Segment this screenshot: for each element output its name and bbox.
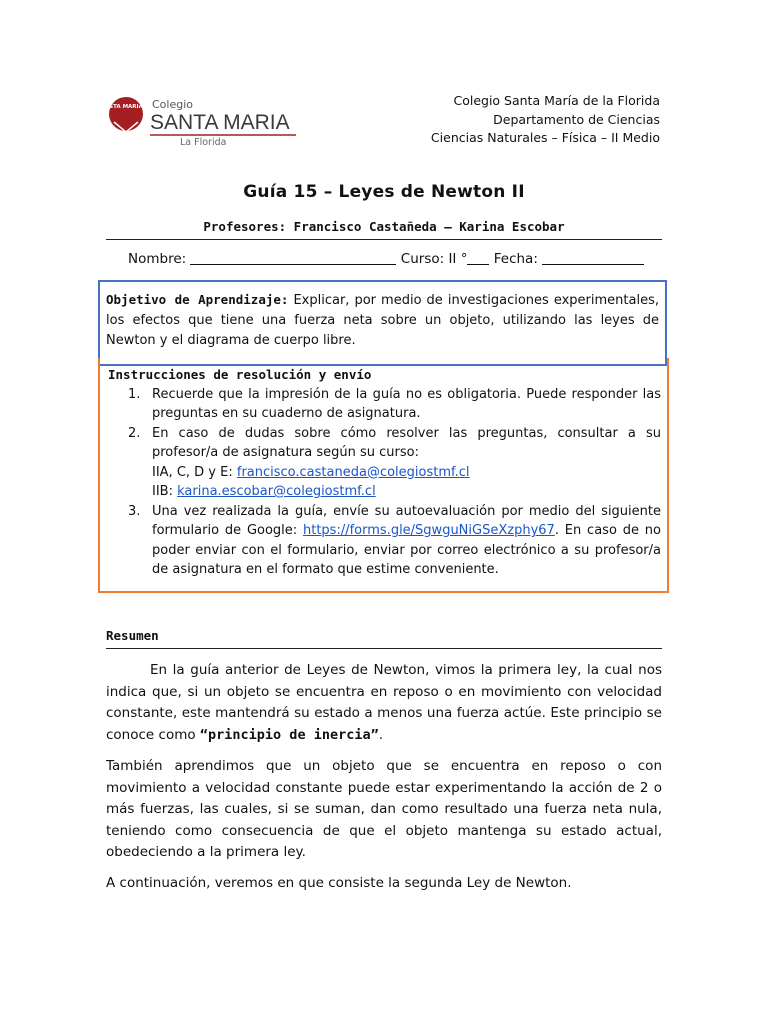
school-logo bbox=[108, 92, 298, 150]
curso-field[interactable] bbox=[467, 251, 489, 265]
summary-paragraph-2: También aprendimos que un objeto que se encuentra en reposo o con movimiento a velocidad constante puede estar experimentando la acción de 2 o más fuerzas, las cuales, si se suman, dan como resultado una fuerza neta nula, teniendo como consecuencia de que el objeto mantenga su estado actual, obedeciendo a la primera ley. bbox=[106, 758, 662, 860]
email-link-karina[interactable]: karina.escobar@colegiostmf.cl bbox=[177, 484, 376, 499]
department: Departamento de Ciencias bbox=[493, 111, 660, 127]
item-text: Recuerde que la impresión de la guía no es obligatoria. Puede responder las preguntas en su cuaderno de asignatura. bbox=[152, 386, 661, 421]
item-text: En caso de dudas sobre cómo resolver las preguntas, consultar a su profesor/a de asignatura según su curso: bbox=[152, 425, 661, 460]
fecha-field[interactable] bbox=[542, 251, 644, 265]
google-form-link[interactable]: https://forms.gle/SgwguNiGSeXzphy67 bbox=[303, 523, 555, 538]
instructions-label: Instrucciones de resolución y envío bbox=[108, 367, 372, 382]
logo-badge-text: STA MARIA bbox=[109, 104, 143, 110]
email-link-francisco[interactable]: francisco.castaneda@colegiostmf.cl bbox=[236, 464, 470, 480]
contact-prefix: IIB: bbox=[152, 484, 178, 499]
logo-small-text: Colegio bbox=[152, 98, 194, 111]
page-title: Guía 15 – Leyes de Newton II bbox=[243, 182, 525, 202]
item-number: 1. bbox=[128, 386, 141, 402]
curso-label: Curso: II ° bbox=[400, 251, 468, 267]
list-item bbox=[108, 502, 661, 580]
nombre-field[interactable] bbox=[190, 251, 396, 265]
summary-paragraph-1 bbox=[106, 660, 662, 746]
school-info bbox=[431, 92, 660, 148]
contact-prefix: IIA, C, D y E: bbox=[152, 464, 237, 480]
item-number: 2. bbox=[128, 425, 141, 441]
list-item bbox=[108, 385, 661, 424]
divider bbox=[106, 239, 662, 240]
item-text: Una vez realizada la guía, envíe su autoevaluación por medio del siguiente formulario de Google: bbox=[152, 503, 661, 538]
summary-heading: Resumen bbox=[106, 628, 159, 643]
objective-text: Explicar, por medio de investigaciones experimentales, los efectos que tiene una fuerza neta sobre un objeto, utilizando las leyes de Newton y el diagrama de cuerpo libre. bbox=[106, 293, 659, 348]
paragraph-text: . bbox=[378, 726, 384, 743]
logo-name: SANTA MARIA bbox=[150, 111, 290, 134]
fecha-label: Fecha: bbox=[493, 251, 538, 267]
item-number: 3. bbox=[128, 503, 141, 519]
inertia-term: “principio de inercia” bbox=[199, 726, 379, 743]
nombre-label: Nombre: bbox=[128, 251, 187, 267]
paragraph-text: En la guía anterior de Leyes de Newton, vimos la primera ley, la cual nos indica que, si un objeto se encuentra en reposo o en movimiento con velocidad constante, este mantendrá su estado a menos una fuerza actúe. Este principio se conoce como bbox=[106, 662, 662, 743]
logo-badge bbox=[109, 97, 143, 131]
divider bbox=[106, 648, 662, 649]
school-name: Colegio Santa María de la Florida bbox=[453, 93, 660, 108]
instructions-box bbox=[98, 358, 669, 593]
objective-box bbox=[98, 280, 667, 366]
student-info-line bbox=[128, 251, 644, 267]
list-item bbox=[108, 424, 661, 502]
summary-paragraph-3: A continuación, veremos en que consiste la segunda Ley de Newton. bbox=[106, 875, 572, 891]
subject: Ciencias Naturales – Física – II Medio bbox=[430, 130, 660, 145]
item-text: . En caso de no poder enviar con el formulario, enviar por correo electrónico a su profesor/a de asignatura en el formato que estime conveniente. bbox=[152, 523, 661, 577]
instructions-list bbox=[108, 385, 661, 580]
objective-label: Objetivo de Aprendizaje: bbox=[106, 292, 289, 307]
logo-sub: La Florida bbox=[180, 137, 227, 148]
professors: Profesores: Francisco Castañeda – Karina Escobar bbox=[203, 219, 565, 234]
